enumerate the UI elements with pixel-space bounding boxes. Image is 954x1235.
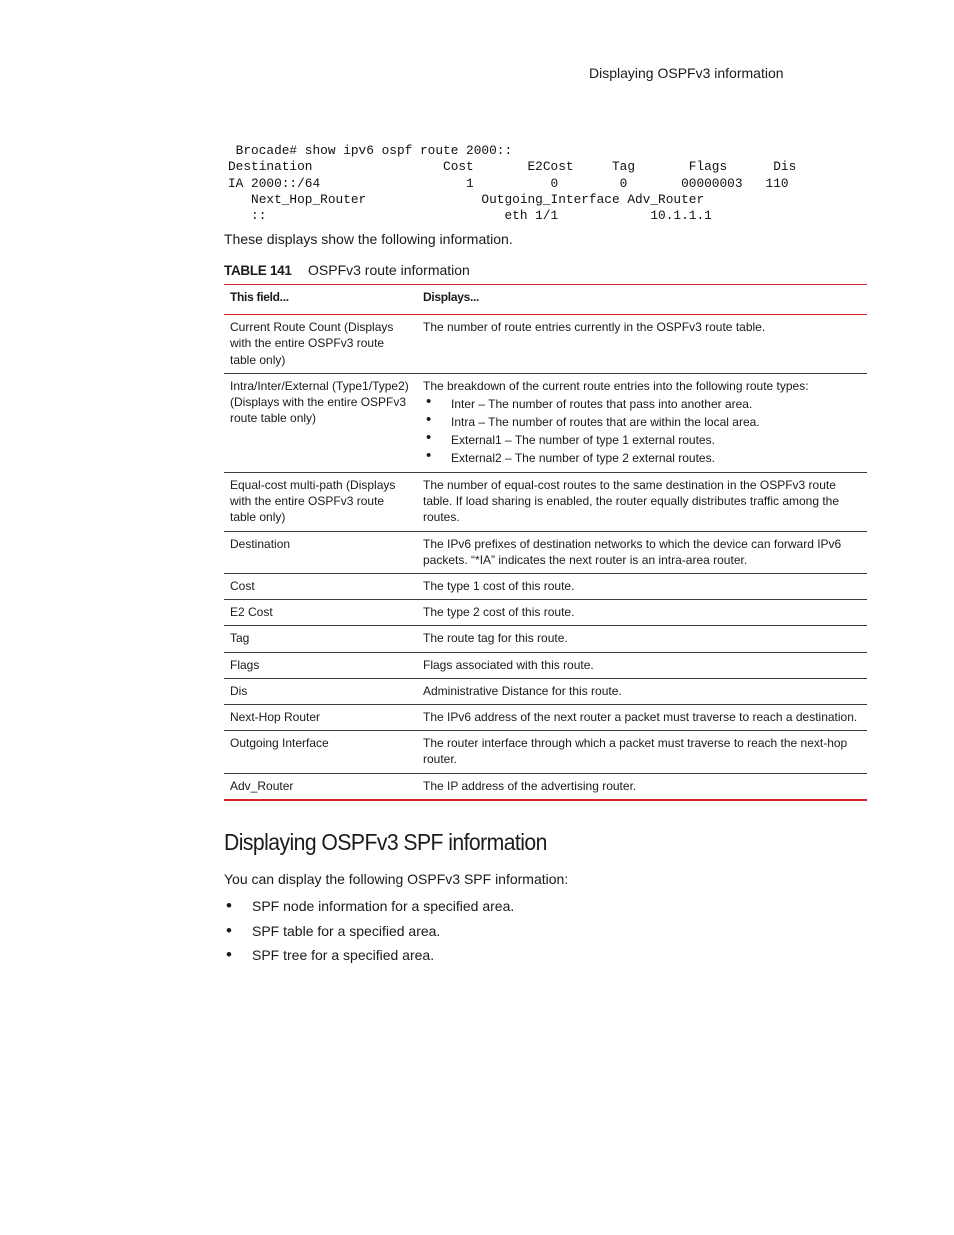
field-cell: Outgoing Interface	[230, 736, 329, 751]
section-heading: Displaying OSPFv3 SPF information	[224, 829, 547, 855]
display-text: The breakdown of the current route entries into the following route types:	[423, 378, 809, 393]
field-cell: Flags	[230, 657, 260, 672]
field-cell: Cost	[230, 579, 255, 594]
field-cell: Intra/Inter/External (Type1/Type2) (Displays with the entire OSPFv3 route table only)	[230, 378, 409, 426]
display-cell: The number of equal-cost routes to the same destination in the OSPFv3 route table. If load sharing is enabled, the router equally distributes traffic among the routes.	[423, 478, 840, 525]
code-line: Brocade# show ipv6 ospf route 2000::	[228, 143, 513, 158]
display-cell	[417, 373, 867, 472]
table-row	[224, 626, 867, 652]
table-row	[224, 473, 867, 532]
display-cell: Administrative Distance for this route.	[423, 683, 622, 698]
field-cell: Adv_Router	[230, 778, 294, 793]
display-cell: The type 2 cost of this route.	[423, 605, 575, 620]
display-cell: The IPv6 address of the next router a packet must traverse to reach a destination.	[423, 710, 858, 725]
table-row	[224, 652, 867, 678]
field-cell: Next-Hop Router	[230, 710, 321, 725]
table-row	[224, 315, 867, 374]
table-number: TABLE 141	[224, 263, 292, 278]
code-example	[228, 143, 796, 224]
intro-text: These displays show the following information.	[224, 231, 513, 247]
table-row	[224, 574, 867, 600]
code-line: IA 2000::/64 1 0 0 00000003 110	[228, 175, 789, 191]
code-line: :: eth 1/1 10.1.1.1	[228, 208, 712, 224]
list-item: • SPF table for a specified area.	[252, 923, 514, 948]
table-row	[224, 531, 867, 573]
table-caption	[224, 262, 470, 278]
code-line: Next_Hop_Router Outgoing_Interface Adv_Router	[228, 191, 705, 207]
table-header-row	[224, 285, 867, 315]
display-cell: The IP address of the advertising router.	[423, 778, 637, 793]
table-title: OSPFv3 route information	[308, 262, 470, 278]
field-cell: Tag	[230, 631, 250, 646]
table-row	[224, 731, 867, 773]
table-row	[224, 373, 867, 472]
field-cell: Dis	[230, 683, 248, 698]
table-row	[224, 705, 867, 731]
section-intro: You can display the following OSPFv3 SPF information:	[224, 871, 569, 887]
list-item: • External1 – The number of type 1 external routes.	[451, 431, 861, 449]
field-cell: Equal-cost multi-path (Displays with the entire OSPFv3 route table only)	[230, 478, 396, 525]
list-item: • External2 – The number of type 2 external routes.	[451, 449, 861, 467]
list-item: • Intra – The number of routes that are within the local area.	[451, 413, 861, 431]
display-cell: The IPv6 prefixes of destination networks to which the device can forward IPv6 packets. “*IA” indicates the next router is an intra-area router.	[423, 536, 842, 567]
display-cell: The router interface through which a packet must traverse to reach the next-hop router.	[423, 736, 848, 767]
route-info-table	[224, 284, 867, 801]
list-item: • Inter – The number of routes that pass into another area.	[451, 395, 861, 413]
field-cell: Current Route Count (Displays with the entire OSPFv3 route table only)	[230, 320, 394, 367]
table-row	[224, 773, 867, 800]
field-cell: Destination	[230, 536, 291, 551]
display-cell: Flags associated with this route.	[423, 657, 594, 672]
spf-info-list	[224, 898, 514, 972]
header-field: This field...	[230, 290, 289, 304]
code-line: Destination Cost E2Cost Tag Flags Dis	[228, 159, 797, 175]
list-item: • SPF node information for a specified area.	[252, 898, 514, 923]
header-displays: Displays...	[423, 290, 480, 304]
field-cell: E2 Cost	[230, 605, 273, 620]
display-cell: The type 1 cost of this route.	[423, 579, 575, 594]
route-type-list	[423, 395, 861, 467]
table-row	[224, 678, 867, 704]
running-header: Displaying OSPFv3 information	[589, 65, 784, 81]
display-cell: The route tag for this route.	[423, 631, 568, 646]
list-item: • SPF tree for a specified area.	[252, 947, 514, 972]
display-cell: The number of route entries currently in the OSPFv3 route table.	[423, 320, 766, 335]
table-row	[224, 600, 867, 626]
